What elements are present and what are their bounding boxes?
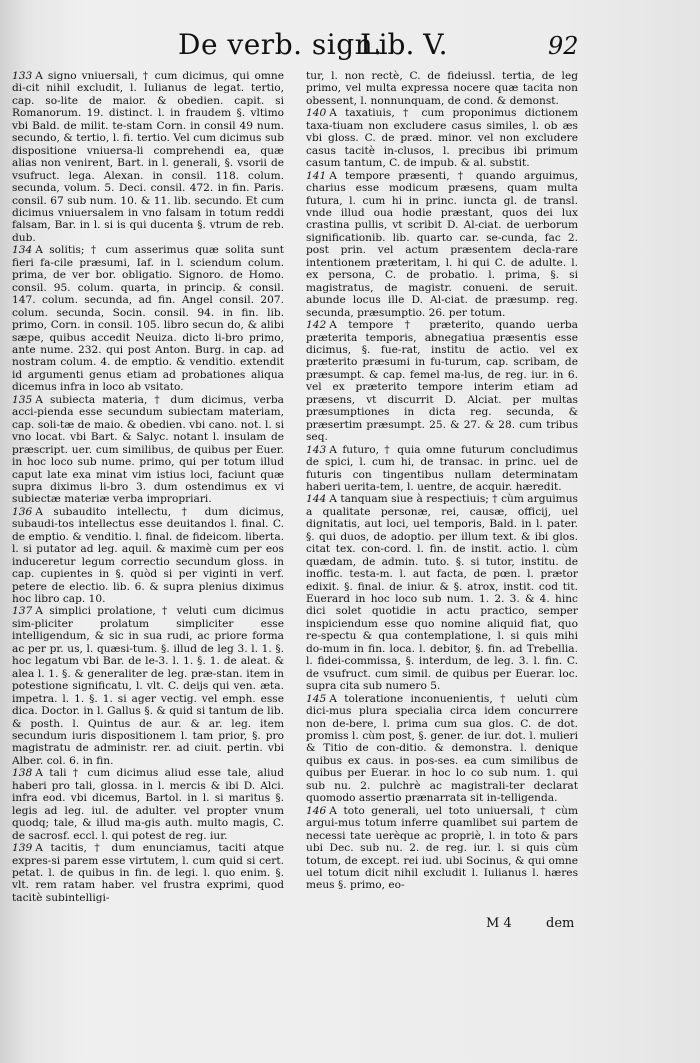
entry-text: A tempore præsenti, † quando arguimus, charius esse modicum præsens, quam multa futura, l. cum hi in princ. iuncta gl. de transl. vnde illud oua hodie præstant, quos dei lux crastina pullis, vt scribit D. Al‑ciat. de uerborum significationib. lib. quarto car. se‑cunda, fac 2. post prin. vel actum præsentem decla‑rare intentionem præteritam, l. hi qui C. de adulte. l. ex persona, C. de probatio. l. prima, §. si magistratus, de magistr. conueni. de seruit. abunde locus ille D. Al‑ciat. de præsump. reg. secunda, præsumptio. 26. per totum. [306,169,578,319]
page-header [0,28,700,68]
entry-number: 135 [12,393,33,406]
entry-text: tur, l. non rectè, C. de fideiussl. tertia, de leg primo, vel multa expressa nocere quæ tacita non obessent, l. nonnunquam, de cond. & demonst. [306,70,578,107]
entry-143 [306,444,578,494]
entry-139 [12,842,284,904]
entry-text: A simplici prolatione, † veluti cum dicimus sim‑pliciter prolatum simpliciter esse intelligendum, & sic in sua rudi, ac priore forma ac per pr. us, l. quæsi‑tum. §. illud de leg 3. l. 1. §. hoc legatum vbi Bar. de le‑3. l. 1. §. 1. de aleat. & alea l. 1. §. & generaliter de leg. præ‑stan. item in potestione significatu, l. vlt. C. deijs qui ven. æta. impetra. l. 1. §. 1. si ager vectig. vel emph. esse dica. Doctor. in l. Gallus §. & quid si tantum de lib. & posth. l. Quintus de aur. & ar. leg. item secundum iuris dispositionem l. tam prior, §. pro magistratu de administr. rer. ad ciuit. pertin. vbi Alber. col. 6. in fin. [12,605,284,767]
entry-number: 143 [306,443,327,456]
entry-number: 139 [12,842,33,855]
catchword: dem [546,916,575,931]
entry-number: 144 [306,493,327,506]
entry-134 [12,244,284,393]
entry-number: 136 [12,505,33,518]
entry-number: 142 [306,319,327,332]
entry-145 [306,693,578,805]
entry-140 [306,107,578,169]
entry-text: A futuro, † quia omne futurum concludimus de spici, l. cum hi, de transac. in princ. uel de futuris con tingentibus nullam determinatam haberi ueritа‑tem, l. uentre, de acquir. hæredit. [306,443,578,493]
entry-number: 145 [306,692,327,705]
running-title: De verb. sign. [178,28,383,61]
entry-number: 141 [306,169,327,182]
entry-number: 138 [12,767,33,780]
entry-text: A signo vniuersali, † cum dicimus, qui omne di‑cit nihil excludit, l. Iulianus de legat. tertio, cap. so‑lite de maior. & obedien. capit. si Romanorum. 19. distinct. l. in fraudem §. vltimo vbi Bald. de milit. te‑stam Corn. in consil 49 num. secundo, & tertio, l. fi. tertio. Vel cum dicimus sub dispositione vniuersa‑li comprehendi ea, quæ alias non venirent, Bart. in l. generali, §. vsorii de vsufruct. lega. Alexan. in consil. 118. colum. secunda, volum. 5. Deci. consil. 472. in fin. Paris. consil. 67 sub num. 10. & 11. lib. secundo. Et cum dicimus vniuersalem in vno falsam in totum reddi falsam, Bar. in l. si is qui ducenta §. vtrum de reb. dub. [12,70,284,244]
entry-133 [12,70,284,244]
entry-138 [12,767,284,842]
entry-text: A toto generali, uel toto uniuersali, † cùm argui‑mus totum inferre quamlibet sui partem de necessi tate uerèque ac propriè, l. in toto & pars ubi Dec. sub nu. 2. de reg. iur. l. si quis cùm totum, de except. rei iud. ubi Socinus, & qui omne uel totum dicit nihil excludit l. Iulianus l. hæres meus §. primo, eo‑ [306,804,578,892]
left-column [12,70,284,904]
entry-text: A subiecta materia, † dum dicimus, verba acci‑pienda esse secundum subiectam materiam, cap. soli‑tæ de maio. & obedien. vbi cano. not. l. si vno locat. vbi Bart. & Salyc. notant l. insulam de præscript. uer. cum similibus, de quibus per Euer. in hoc loco sub nume. primo, qui per totum illud caput late exa minat vim istius loci, faciunt quæ supra diximus li‑bro 3. dum ostendimus ex vi subiectæ materiæ verba impropriari. [12,393,284,506]
entry-136 [12,506,284,606]
entry-135 [12,394,284,506]
book-number: Lib. V. [360,28,448,61]
entry-text: A taxatiuis, † cum proponimus dictionem taxa‑tiuam non excludere casus similes, l. ob æs vbi gloss. C. de præd. minor. vel non excludere casus tacitè in‑clusos, l. precibus ibi primum casum tantum, C. de impub. & al. substit. [306,107,578,170]
entry-144 [306,493,578,692]
entry-139-continued [306,70,578,107]
entry-text: A subaudito intellectu, † dum dicimus, subaudi‑tos intellectus esse deuitandos l. final. C. de emptio. & venditio. l. final. de fideicom. libertа. l. si putator ad leg. aquil. & maximè cum per eos induceretur legum correctio secundum gloss. in cap. cupientes in §. quòd si per viginti in verf. petere de electio. lib. 6. & supra plenius diximus hoc libro cap. 10. [12,505,284,606]
entry-number: 146 [306,804,327,817]
entry-137 [12,605,284,767]
folio-number: 92 [548,32,579,60]
entry-141 [306,170,578,319]
entry-number: 137 [12,605,33,618]
entry-text: A tacitis, † dum enunciamus, taciti atque expres‑si parem esse virtutem, l. cum quid si cert. petat. l. de quibus in fin. de legi. l. quo enim. §. vlt. rem ratam haber. vel frustra exprimi, quod tacitè subintelligi‑ [12,842,284,904]
entry-text: A tali † cum dicimus aliud esse tale, aliud haberi pro tali, glossa. in l. mercis & ibi D. Alci. infra eod. vbi dicemus, Bartol. in l. si maritus §. legis ad leg. iul. de adulter. vel propter vnum quodq; tale, & illud ma‑gis auth. multo magis, C. de sacrosf. eccl. l. qui potest de reg. iur. [12,767,284,842]
entry-number: 140 [306,107,327,120]
entry-number: 133 [12,70,33,82]
entry-text: A tempore † præterito, quando uerba præterita temporis, abnegatiua præsentis esse dicimus, §. fue‑rat, institu de actio. vel ex præterito præsumi in fu‑turum, cap. scribam, de præsumpt. & cap. femel ma‑lus, de reg. iur. in 6. vel ex præterito tempore interim etiam ad præsens, vt discurrit D. Alciat. per multas præsumptiones in dicta reg. secunda, & præsertim præsumpt. 25. & 27. & 28. cum tribus seq. [306,319,578,444]
entry-text: A tanquam siue à respectiuis; † cùm arguimus a qualitate personæ, rei, causæ, officij, uel dignitatis, aut loci, uel temporis, Bald. in l. pater. §. qui duos, de adoptio. per illum text. & ibi glos. citat tex. con‑cord. l. fin. de instit. actio. l. cùm quædam, de admin. tuto. §. si tutor, institu. de inoffic. testa‑m. l. aut facta, de pœn. l. prætor edixit. §. final. de iniur. & §. atrox, instit. cod tit. Euerard in hoc loco sub num. 1. 2. 3. & 4. hinc dici solet quotidie in actu practico, semper inspiciendum esse quo nomine aliquid fiat, quo re‑spectu & qua contemplatione, l. si quis mihi do‑mum in fin. loca. l. debitor, §. fin. ad Trebellia. l. fidei‑commissa, §. interdum, de leg. 3. l. fin. C. de vsufruct. cum simil. de quibus per Euerar. loc. supra cita sub numero 5. [306,493,578,693]
page-footer [0,916,700,936]
entry-text: A toleratione inconuenientis, † ueluti cùm dici‑mus plura specialia circa idem concurrere non de‑bere, l. prima cum sua glos. C. de dot. promiss l. cùm post, §. gener. de iur. dot. l. mulieri & Titio de con‑ditio. & demonstra. l. denique quibus ex caus. in pos‑ses. ea cum similibus de quibus per Euerar. in hoc lo co sub num. 1. qui sub nu. 2. pulchrè ac magistrali‑ter declarat quomodo assertio prænarrata sit in‑telligenda. [306,692,578,805]
entry-text: A solitis; † cum asserimus quæ solita sunt fieri fa‑cile præsumi, Iaf. in l. sciendum colum. prima, de ver bor. obligatio. Signoro. de Homo. consil. 95. colum. quarta, in princip. & consil. 147. colum. secunda, ad fin. Angel consil. 207. colum. secunda, Socin. consil. 94. in fin. lib. primo, Corn. in consil. 105. libro secun do, & alibi sæpe, quibus accedit Neuiza. dicto li‑bro primo, ante nume. 232. qui post Anton. Burg. in cap. ad nostram colum. 4. de emptio. & venditio. extendit id argumenti genus etiam ad probationes aliqua dicemus infra in loco ab vsitato. [12,244,284,394]
signature-mark: M 4 [486,916,512,931]
entry-146 [306,805,578,892]
entry-142 [306,319,578,444]
right-column [306,70,578,892]
entry-number: 134 [12,244,33,257]
